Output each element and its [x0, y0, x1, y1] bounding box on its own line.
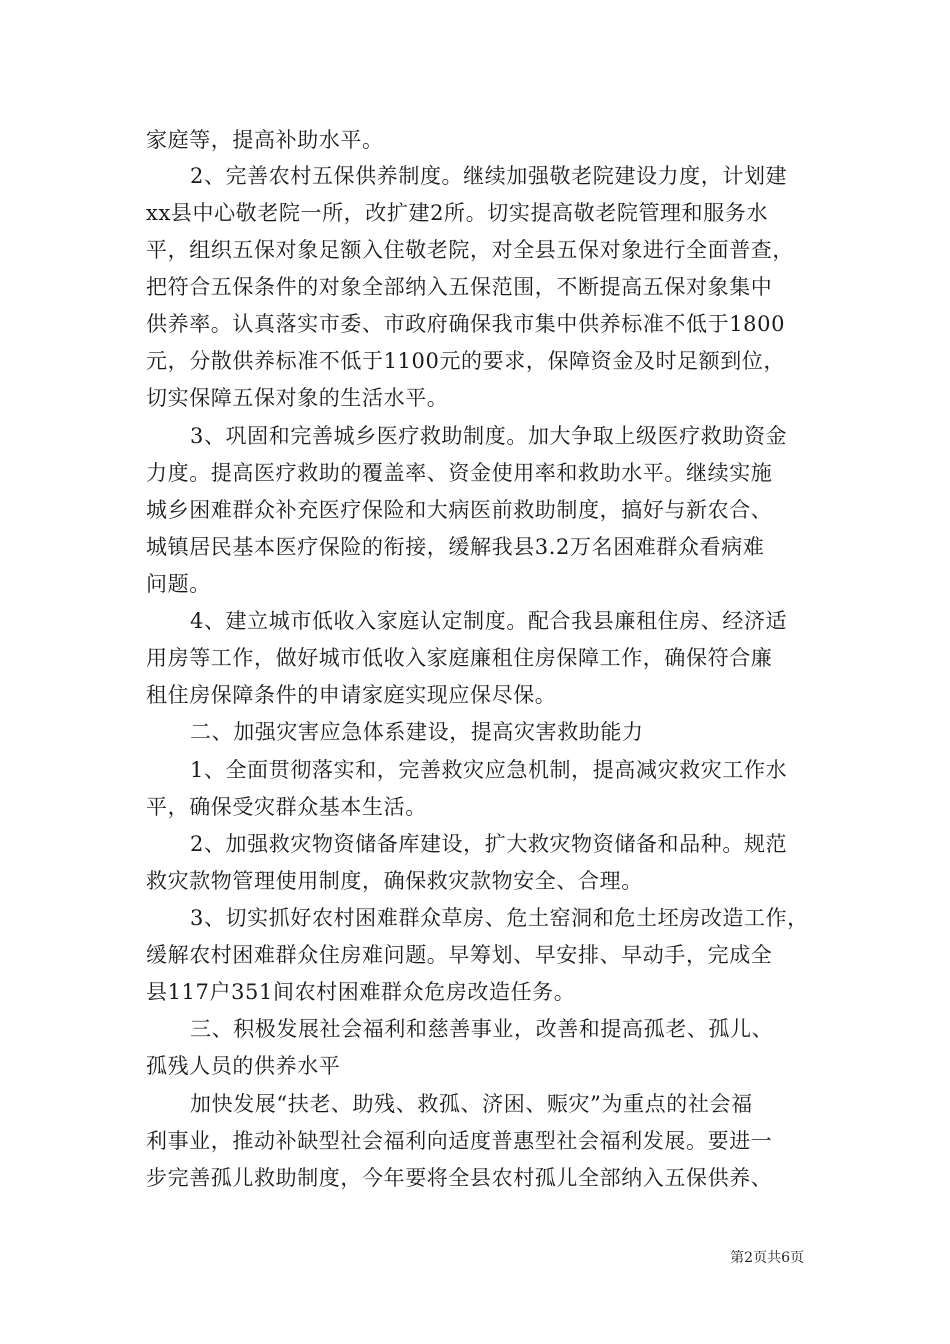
- text-line: 3、巩固和完善城乡医疗救助制度。加大争取上级医疗救助资金: [190, 424, 788, 448]
- text-line: 县117户351间农村困难群众危房改造任务。: [146, 980, 576, 1004]
- text-line: 2、加强救灾物资储备库建设，扩大救灾物资储备和品种。规范: [190, 832, 788, 856]
- text-line: 平，组织五保对象足额入住敬老院，对全县五保对象进行全面普查，: [146, 238, 794, 262]
- text-line: 3、切实抓好农村困难群众草房、危土窑洞和危土坯房改造工作，: [190, 906, 809, 930]
- text-line: 把符合五保条件的对象全部纳入五保范围，不断提高五保对象集中: [146, 275, 773, 299]
- section-heading: 三、积极发展社会福利和慈善事业，改善和提高孤老、孤儿、: [190, 1017, 774, 1041]
- text-line: 加快发展“扶老、助残、救孤、济困、赈灾”为重点的社会福: [190, 1092, 753, 1116]
- text-line: 元，分散供养标准不低于1100元的要求，保障资金及时足额到位，: [146, 349, 786, 373]
- text-line: 平，确保受灾群众基本生活。: [146, 795, 427, 819]
- text-line: 用房等工作，做好城市低收入家庭廉租住房保障工作，确保符合廉: [146, 646, 773, 670]
- page-number: 第2页共6页: [730, 1250, 804, 1266]
- text-line: 救灾款物管理使用制度，确保救灾款物安全、合理。: [146, 869, 643, 893]
- text-line: 步完善孤儿救助制度，今年要将全县农村孤儿全部纳入五保供养、: [146, 1166, 773, 1190]
- text-line: 问题。: [146, 572, 211, 596]
- section-heading: 孤残人员的供养水平: [146, 1054, 341, 1078]
- text-line: 供养率。认真落实市委、市政府确保我市集中供养标准不低于1800: [146, 312, 786, 336]
- text-line: 力度。提高医疗救助的覆盖率、资金使用率和救助水平。继续实施: [146, 461, 773, 485]
- section-heading: 二、加强灾害应急体系建设，提高灾害救助能力: [190, 720, 644, 744]
- text-line: 2、完善农村五保供养制度。继续加强敬老院建设力度，计划建: [190, 164, 788, 188]
- text-line: 家庭等，提高补助水平。: [146, 128, 384, 152]
- text-line: 4、建立城市低收入家庭认定制度。配合我县廉租住房、经济适: [190, 609, 788, 633]
- text-line: 利事业，推动补缺型社会福利向适度普惠型社会福利发展。要进一: [146, 1129, 773, 1153]
- text-line: 1、全面贯彻落实和，完善救灾应急机制，提高减灾救灾工作水: [190, 758, 788, 782]
- text-line: 切实保障五保对象的生活水平。: [146, 386, 449, 410]
- text-line: 租住房保障条件的申请家庭实现应保尽保。: [146, 683, 557, 707]
- text-line: xx县中心敬老院一所，改扩建2所。切实提高敬老院管理和服务水: [146, 201, 769, 225]
- text-line: 城镇居民基本医疗保险的衔接，缓解我县3.2万名困难群众看病难: [146, 535, 765, 559]
- text-line: 缓解农村困难群众住房难问题。早筹划、早安排、早动手，完成全: [146, 943, 773, 967]
- text-line: 城乡困难群众补充医疗保险和大病医前救助制度，搞好与新农合、: [146, 498, 773, 522]
